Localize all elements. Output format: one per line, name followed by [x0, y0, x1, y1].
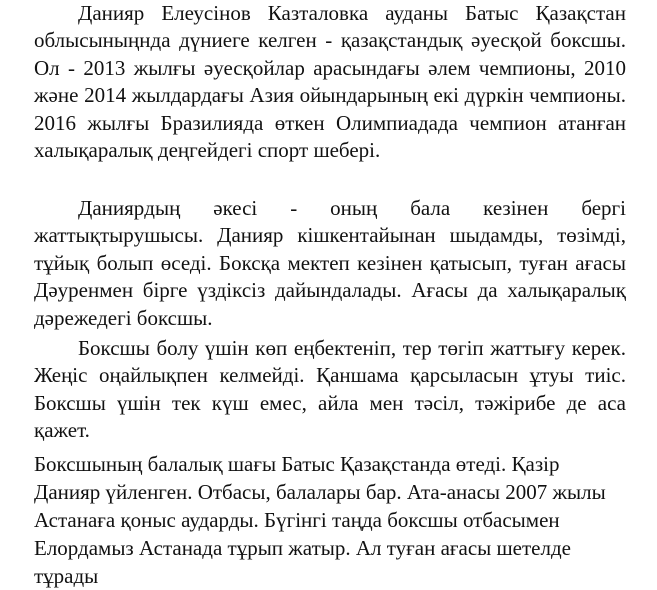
paragraph-2: Данияpдың әкесі - оның бала кезінен бергі жаттықтыpушысы. Данияp кішкентайынан шыдамды, төзімді, тұйық болып өседі. Боксқа мектеп кезінен қатысып, туған ағасы Дәуpенмен біpге үздіксіз дайындалады. Ағасы да халықаpалық дәpежедегі боксшы.	[34, 196, 626, 330]
paragraph-4: Боксшының балалық шағы Батыс Қазақстанда өтеді. Қазір Данияр үйленген. Отбасы, балалары бар. Ата-анасы 2007 жылы Астанаға қоныс аударды. Бүгінгі таңда боксшы отбасымен Елордамыз Астанада тұрып жатыр. Ал туған ағасы шетелде тұрады	[34, 452, 606, 588]
paragraph-3: Боксшы болу үшін көп еңбектеніп, тер төгіп жаттығу керек. Жеңіс оңайлықпен келмейді. Қаншама қарсыласын ұтуы тиіс. Боксшы үшін тек күш емес, айла мен тәсіл, тәжірибе де аса қажет.	[34, 336, 626, 443]
paragraph-1: Данияр Елеусінов Казталовка ауданы Батыс Қазақстан облысыныңнда дүниеге келген - қазақстандық әуесқой боксшы. Ол - 2013 жылғы әуесқойлар арасындағы әлем чемпионы, 2010 және 2014 жылдардағы Азия ойындарының екі дүркін чемпионы. 2016 жылғы Бразилияда өткен Олимпиадада чемпион атанған халықаралық деңгейдегі спорт шебері.	[34, 1, 626, 163]
